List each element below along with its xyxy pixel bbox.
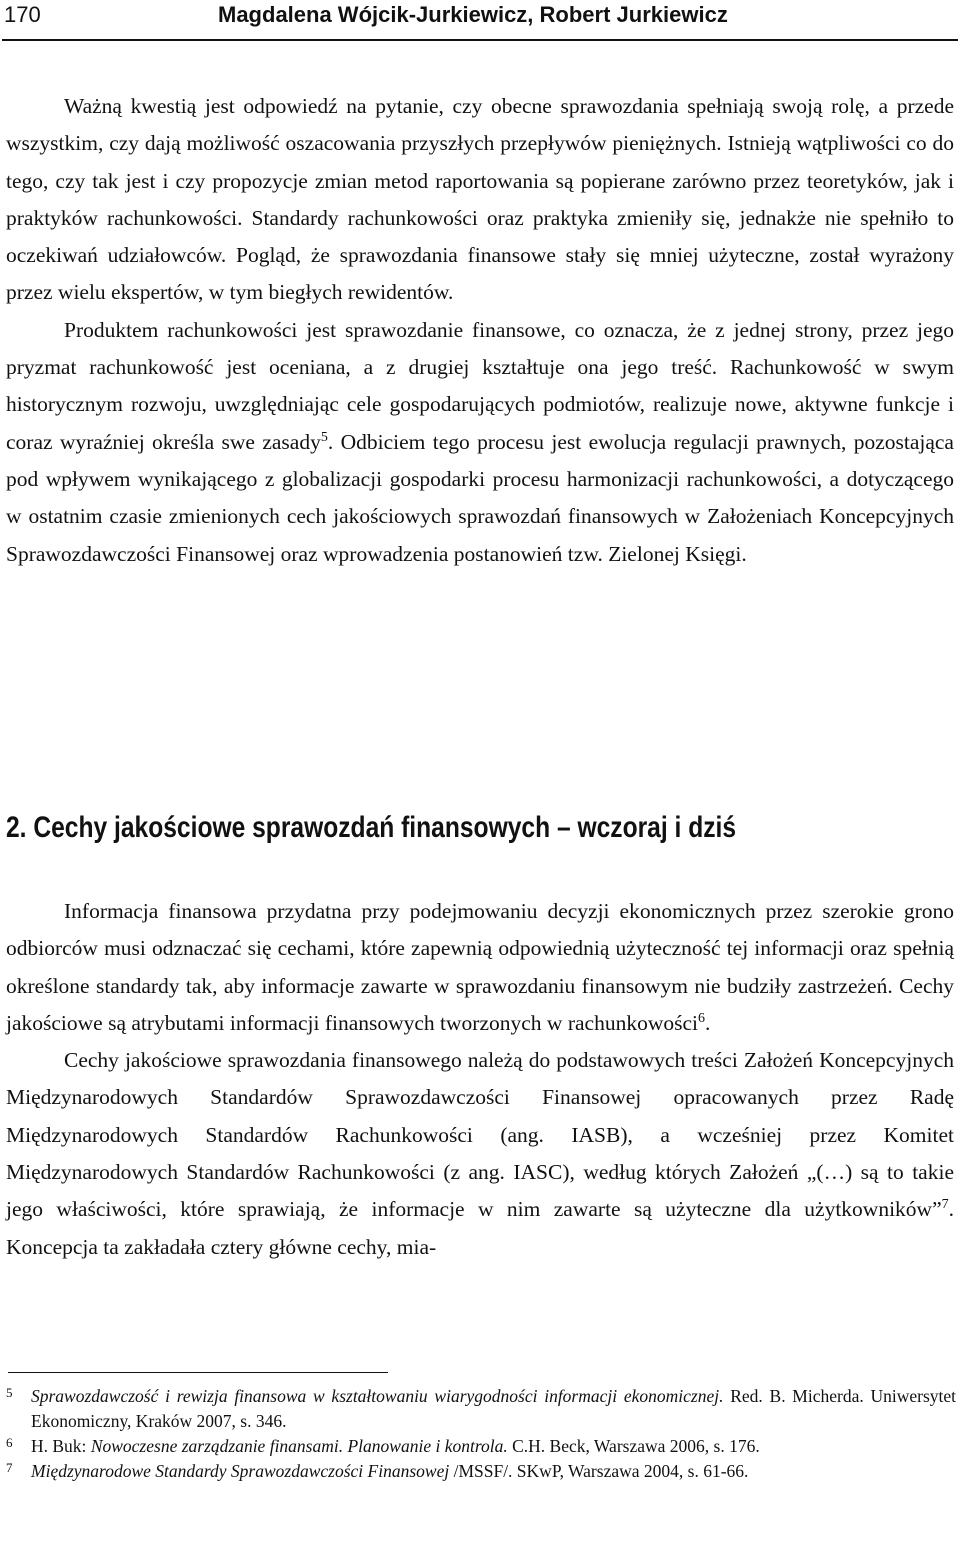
paragraph-3 bbox=[6, 893, 954, 1042]
running-head: Magdalena Wójcik-Jurkiewicz, Robert Jurkiewicz bbox=[218, 2, 728, 27]
footnote-ref-7[interactable]: 7 bbox=[941, 1197, 949, 1213]
paragraph-3-text-b: . bbox=[704, 1010, 711, 1035]
paragraph-4-text-a: Cechy jakościowe sprawozdania finansowego należą do podstawowych treści Założeń Koncepcyjnych Międzynarodowych Standardów Sprawozdawczości Finansowej opracowanych przez Radę Międzynarodowych Standardów Rachunkowości (ang. IASB), a wcześniej przez Komitet Międzynarodowych Standardów Rachunkowości (z ang. IASC), według których Założeń „(…) są to takie jego właściwości, które sprawiają, że informacje w nim zawarte są użyteczne dla użytkowników” bbox=[6, 1048, 954, 1222]
paragraph-2-text-a: Produktem rachunkowości jest sprawozdanie finansowe, co oznacza, że z jednej strony, przez jego pryzmat rachunkowość jest oceniana, a z drugiej kształtuje ona jego treść. Rachunkowość w swym historycznym rozwoju, uwzględniając cele gospodarujących podmiotów, realizuje nowe, aktywne funkcje i coraz wyraźniej określa swe zasady bbox=[6, 317, 954, 454]
footnote-number: 6 bbox=[6, 1435, 13, 1450]
footnotes bbox=[6, 1384, 956, 1484]
footnote-7 bbox=[6, 1459, 956, 1484]
footnote-title: Międzynarodowe Standardy Sprawozdawczości Finansowej bbox=[31, 1461, 450, 1481]
section-text bbox=[6, 893, 954, 1266]
footnote-5 bbox=[6, 1384, 956, 1434]
footnote-title: Nowoczesne zarządzanie finansami. Planowanie i kontrola. bbox=[90, 1436, 508, 1456]
footnote-title: Sprawozdawczość i rewizja finansowa w kształtowaniu wiarygodności informacji ekonomicznej. bbox=[31, 1386, 724, 1406]
paragraph-1-text: Ważną kwestią jest odpowiedź na pytanie, czy obecne sprawozdania spełniają swoją rolę, a przede wszystkim, czy dają możliwość oszacowania przyszłych przepływów pieniężnych. Istnieją wątpliwości co do tego, czy tak jest i czy propozycje zmian metod raportowania są popierane zarówno przez teoretyków, jak i praktyków rachunkowości. Standardy rachunkowości oraz praktyka zmieniły się, jednakże nie spełniło to oczekiwań udziałowców. Pogląd, że sprawozdania finansowe stały się mniej użyteczne, został wyrażony przez wielu ekspertów, w tym biegłych rewidentów. bbox=[6, 94, 954, 305]
footnote-details: Red. B. Micherda. Uniwersytet Ekonomiczny, Kraków 2007, s. 346. bbox=[31, 1386, 957, 1431]
page-header bbox=[0, 0, 960, 40]
footnote-ref-5[interactable]: 5 bbox=[320, 429, 328, 445]
footnote-details: C.H. Beck, Warszawa 2006, s. 176. bbox=[507, 1436, 760, 1456]
paragraph-4-text-b: . Koncepcja ta zakładała cztery główne cechy, mia- bbox=[6, 1197, 954, 1259]
footnote-author: H. Buk: bbox=[31, 1436, 91, 1456]
paragraph-1 bbox=[6, 88, 954, 312]
header-rule bbox=[2, 39, 958, 41]
footnote-ref-6[interactable]: 6 bbox=[697, 1010, 705, 1026]
paragraph-2 bbox=[6, 312, 954, 573]
intro-text bbox=[6, 88, 954, 573]
footnote-number: 7 bbox=[6, 1460, 13, 1475]
footnote-number: 5 bbox=[6, 1385, 13, 1400]
section-heading: 2. Cechy jakościowe sprawozdań finansowych – wczoraj i dziś bbox=[6, 811, 737, 844]
paragraph-3-text-a: Informacja finansowa przydatna przy podejmowaniu decyzji ekonomicznych przez szerokie grono odbiorców musi odznaczać się cechami, które zapewnią odpowiednią użyteczność tej informacji oraz spełnią określone standardy tak, aby informacje zawarte w sprawozdaniu finansowym nie budziły zastrzeżeń. Cechy jakościowe są atrybutami informacji finansowych tworzonych w rachunkowości bbox=[6, 899, 954, 1035]
paragraph-4 bbox=[6, 1042, 954, 1266]
paragraph-2-text-b: . Odbiciem tego procesu jest ewolucja regulacji prawnych, pozostająca pod wpływem wynikającego z globalizacji gospodarki procesu harmonizacji rachunkowości, a dotyczącego w ostatnim czasie zmienionych cech jakościowych sprawozdań finansowych w Założeniach Koncepcyjnych Sprawozdawczości Finansowej oraz wprowadzenia postanowień tzw. Zielonej Księgi. bbox=[6, 429, 954, 566]
page-number: 170 bbox=[4, 2, 41, 27]
footnote-6 bbox=[6, 1434, 956, 1459]
footnote-details: /MSSF/. SKwP, Warszawa 2004, s. 61-66. bbox=[449, 1461, 749, 1481]
footnote-rule bbox=[8, 1372, 388, 1373]
